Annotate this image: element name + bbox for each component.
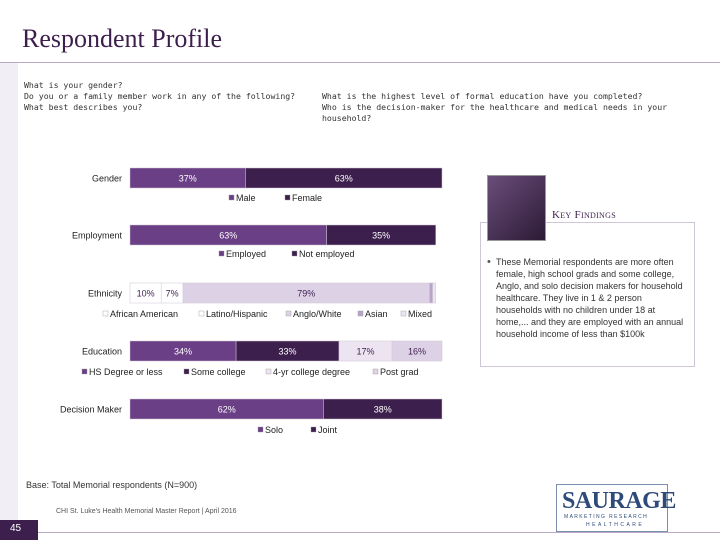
question-ethnicity: What best describes you? — [24, 102, 143, 112]
bar-ethnicity-mixed — [433, 283, 436, 303]
question-employment: Do you or a family member work in any of the following? — [24, 91, 296, 101]
data-label-gender-male: 37% — [178, 173, 197, 184]
legend-swatch-ethnicity-mixed — [401, 311, 406, 316]
legend-swatch-education-post-grad — [373, 369, 378, 374]
data-label-employment-employed: 63% — [219, 230, 238, 241]
legend-label-education-4-yr-college-degree: 4-yr college degree — [273, 367, 351, 377]
logo-subtitle: MARKETING RESEARCH — [564, 514, 649, 520]
page-title: Respondent Profile — [22, 24, 223, 53]
legend-swatch-employment-employed — [219, 251, 224, 256]
logo-subtitle-healthcare: HEALTHCARE — [586, 522, 645, 528]
legend-label-ethnicity-anglo-white: Anglo/White — [293, 309, 342, 319]
legend-label-decision-maker-joint: Joint — [318, 425, 338, 435]
key-findings-photo — [487, 175, 546, 241]
data-label-gender-female: 63% — [334, 173, 353, 184]
key-findings-text: These Memorial respondents are more often female, high school grads and some college, Anglo, and solo decision makers for household healthcare. They live in 1 & 2 person households with no children under 18 at home,... and they are employed with an annual household income of less than $100k — [496, 257, 684, 339]
legend-swatch-education-4-yr-college-degree — [266, 369, 271, 374]
legend-swatch-ethnicity-asian — [358, 311, 363, 316]
category-label-decision-maker: Decision Maker — [59, 404, 122, 415]
key-findings-title: Key Findings — [552, 209, 616, 221]
question-gender: What is your gender? — [24, 80, 123, 90]
data-label-ethnicity-african-american: 10% — [136, 288, 155, 299]
legend-label-education-some-college: Some college — [191, 367, 246, 377]
legend-swatch-decision-maker-joint — [311, 427, 316, 432]
legend-label-ethnicity-mixed: Mixed — [408, 309, 433, 319]
legend-swatch-education-hs-degree-or-less — [82, 369, 87, 374]
legend-label-employment-not-employed: Not employed — [299, 249, 355, 259]
legend-label-ethnicity-asian: Asian — [365, 309, 388, 319]
base-note: Base: Total Memorial respondents (N=900) — [26, 480, 198, 490]
category-label-education: Education — [81, 346, 122, 357]
legend-swatch-gender-female — [285, 195, 290, 200]
legend-label-decision-maker-solo: Solo — [265, 425, 284, 435]
bar-ethnicity-asian — [430, 283, 433, 303]
legend-swatch-decision-maker-solo — [258, 427, 263, 432]
legend-swatch-education-some-college — [184, 369, 189, 374]
legend-label-employment-employed: Employed — [226, 249, 267, 259]
data-label-ethnicity-anglo-white: 79% — [297, 288, 316, 299]
category-label-employment: Employment — [71, 230, 122, 241]
key-findings-bullet: • — [487, 256, 491, 268]
legend-swatch-gender-male — [229, 195, 234, 200]
legend-label-gender-male: Male — [236, 193, 256, 203]
data-label-education-hs-degree-or-less: 34% — [174, 346, 193, 357]
legend-label-ethnicity-latino-hispanic: Latino/Hispanic — [206, 309, 268, 319]
data-label-employment-not-employed: 35% — [372, 230, 391, 241]
data-label-ethnicity-latino-hispanic: 7% — [165, 288, 179, 299]
data-label-decision-maker-solo: 62% — [217, 404, 236, 415]
footer-divider — [38, 532, 720, 533]
category-label-ethnicity: Ethnicity — [87, 288, 122, 299]
question-education: What is the highest level of formal education have you completed? — [322, 91, 643, 101]
page-number: 45 — [10, 523, 22, 534]
legend-label-ethnicity-african-american: African American — [110, 309, 179, 319]
legend-swatch-ethnicity-latino-hispanic — [199, 311, 204, 316]
category-label-gender: Gender — [91, 173, 122, 184]
data-label-education-some-college: 33% — [278, 346, 297, 357]
data-label-education-4-yr-college-degree: 17% — [356, 346, 375, 357]
logo-wordmark: SAURAGE — [562, 488, 676, 514]
data-label-education-post-grad: 16% — [408, 346, 427, 357]
legend-swatch-employment-not-employed — [292, 251, 297, 256]
legend-label-education-hs-degree-or-less: HS Degree or less — [89, 367, 163, 377]
footer-source: CHI St. Luke's Health Memorial Master Report | April 2016 — [56, 508, 237, 515]
legend-swatch-ethnicity-african-american — [103, 311, 108, 316]
question-decision-maker: Who is the decision-maker for the healthcare and medical needs in your household? — [322, 102, 668, 123]
data-label-decision-maker-joint: 38% — [373, 404, 392, 415]
legend-label-education-post-grad: Post grad — [380, 367, 419, 377]
legend-label-gender-female: Female — [292, 193, 323, 203]
legend-swatch-ethnicity-anglo-white — [286, 311, 291, 316]
